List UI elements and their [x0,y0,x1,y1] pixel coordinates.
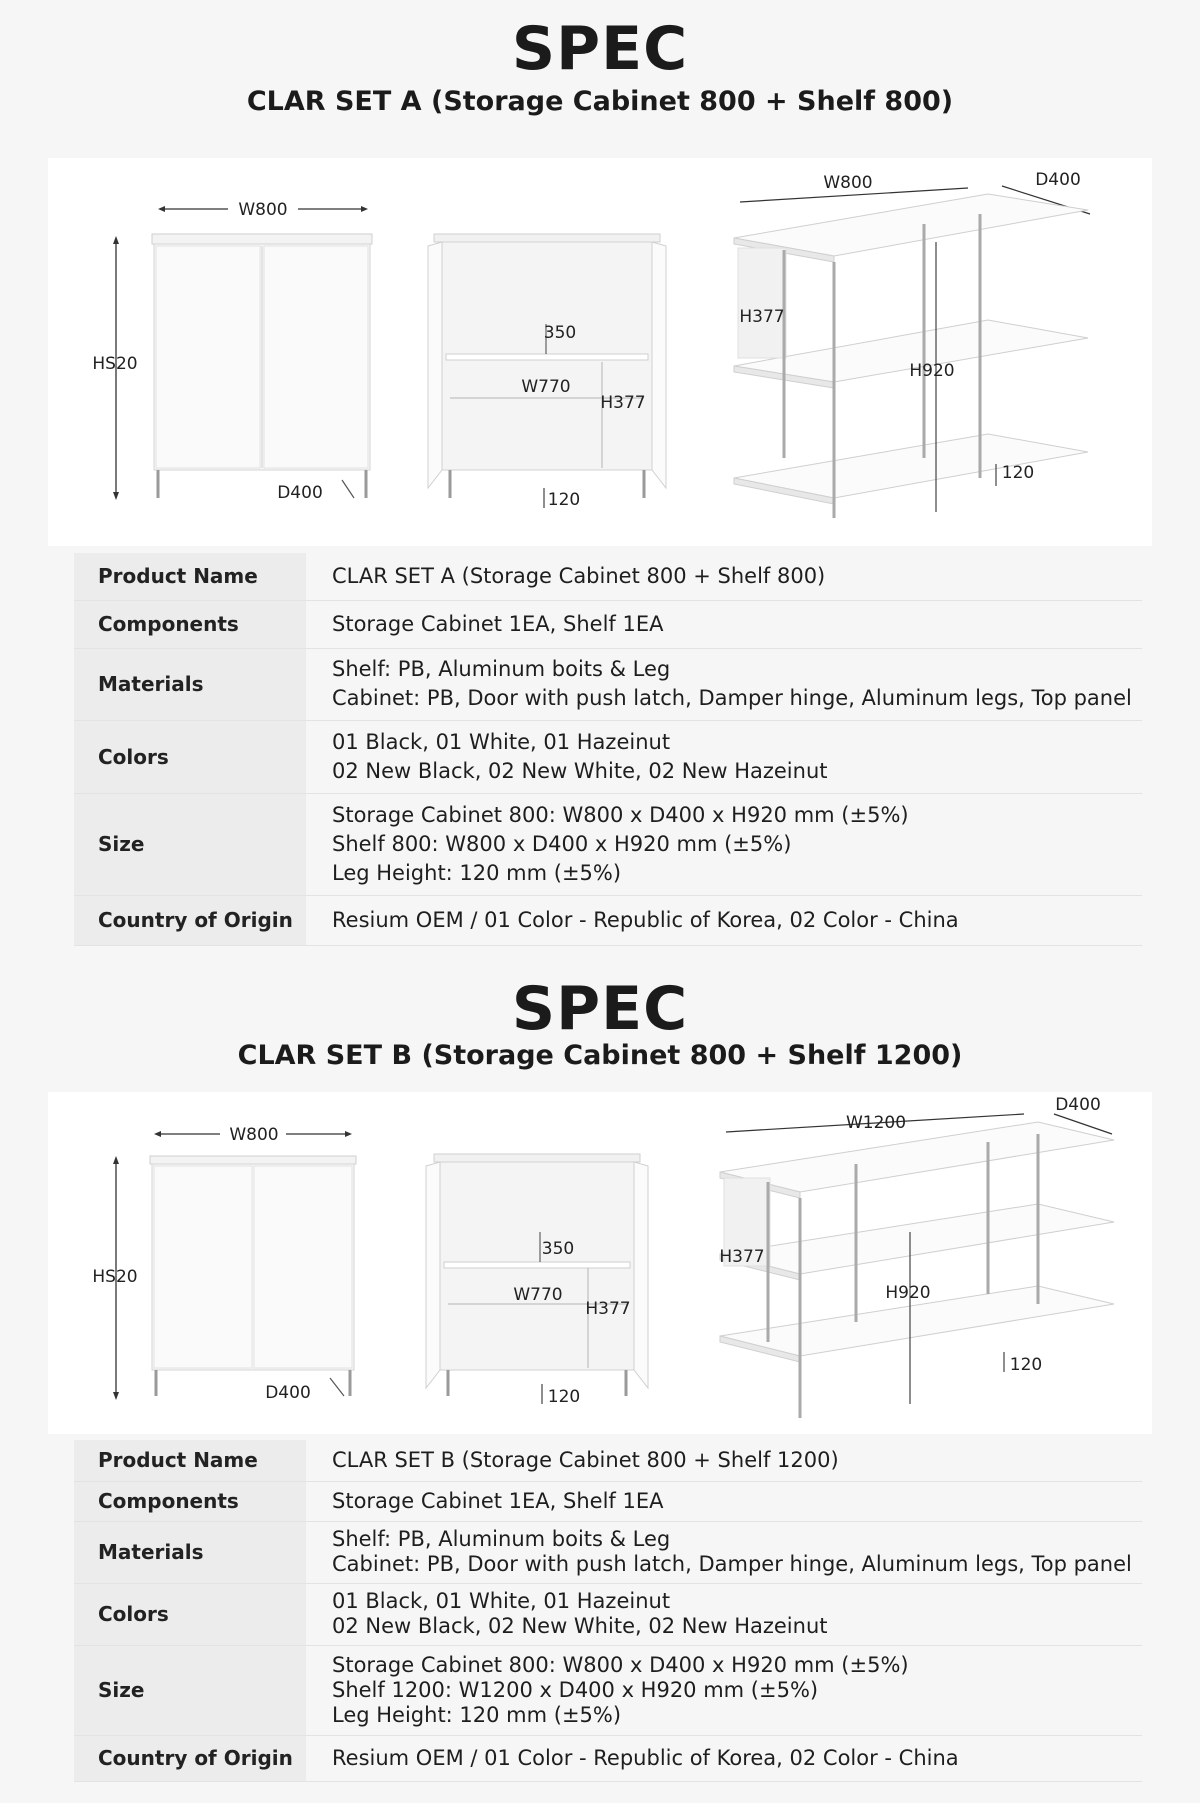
value-line: Storage Cabinet 800: W800 x D400 x H920 mm (±5%) [332,1652,909,1677]
table-row [74,1583,1142,1645]
interior-width-label: W770 [521,377,571,397]
value-line: Leg Height: 120 mm (±5%) [332,1702,622,1727]
open-cabinet-drawing [428,234,666,510]
row-label-materials: Materials [74,1521,306,1583]
shelf-depth-label: D400 [1055,1095,1101,1115]
table-row [74,793,1142,895]
product-drawings [48,158,1152,546]
row-label-country-of-origin: Country of Origin [74,1735,306,1781]
closed-cabinet-drawing [92,1125,356,1403]
table-row [74,1645,1142,1735]
shelf-leg-label: 120 [1009,1355,1043,1375]
open-cabinet-drawing [426,1154,648,1407]
table-row [74,648,1142,720]
interior-leg-label: 120 [547,1387,581,1407]
spec-table [74,553,1142,946]
row-value-country-of-origin [306,895,1142,945]
interior-leg-label: 120 [547,490,581,510]
cabinet-height-label: HS20 [92,354,138,374]
open-shelf-drawing [719,1095,1114,1418]
row-label-size: Size [74,793,306,895]
shelf-height-label: H920 [909,361,955,381]
row-value-product-name [306,1440,1142,1481]
drawings-svg [48,158,1152,546]
subtitle-description: (Storage Cabinet 800 + Shelf 1200) [421,1040,963,1071]
value-line: 01 Black, 01 White, 01 Hazeinut [332,1589,671,1613]
section-subtitle [0,1040,1200,1071]
interior-height-label: H377 [600,393,646,413]
row-value-size [306,1645,1142,1735]
row-value-size [306,793,1142,895]
shelf-width-label: W1200 [845,1113,907,1133]
cabinet-width-label: W800 [229,1125,279,1145]
interior-shelf-gap-label: 350 [543,323,577,343]
row-label-colors: Colors [74,1583,306,1645]
value-line: Storage Cabinet 800: W800 x D400 x H920 mm (±5%) [332,802,909,827]
section-subtitle [0,86,1200,117]
row-label-product-name: Product Name [74,553,306,600]
shelf-height-label: H920 [885,1283,931,1303]
row-label-materials: Materials [74,648,306,720]
shelf-depth-label: D400 [1035,170,1081,190]
row-label-product-name: Product Name [74,1440,306,1481]
cabinet-width-label: W800 [238,200,288,220]
row-value-materials [306,1521,1142,1583]
spec-table [74,1440,1142,1782]
interior-shelf-gap-label: 350 [541,1239,575,1259]
subtitle-set-name: CLAR SET B [237,1040,413,1071]
cabinet-depth-label: D400 [265,1383,311,1403]
row-value-colors [306,720,1142,793]
value-line: Cabinet: PB, Door with push latch, Damper hinge, Aluminum legs, Top panel [332,1552,1132,1576]
value-line: CLAR SET A (Storage Cabinet 800 + Shelf 800) [332,563,826,588]
row-value-country-of-origin [306,1735,1142,1781]
table-row [74,553,1142,600]
subtitle-set-name: CLAR SET A [246,86,422,117]
row-label-components: Components [74,1481,306,1521]
row-value-colors [306,1583,1142,1645]
section-title: SPEC [511,14,689,84]
product-drawings [48,1092,1152,1434]
table-row [74,600,1142,648]
value-line: Cabinet: PB, Door with push latch, Damper hinge, Aluminum legs, Top panel [332,686,1132,710]
closed-cabinet-drawing [92,200,372,503]
open-shelf-drawing [734,170,1090,518]
row-value-components [306,600,1142,648]
table-row [74,1440,1142,1481]
spec-section-b [0,960,1200,1803]
cabinet-height-label: HS20 [92,1267,138,1287]
value-line: Leg Height: 120 mm (±5%) [332,860,622,885]
shelf-tier-label: H377 [719,1247,765,1267]
value-line: Resium OEM / 01 Color - Republic of Korea, 02 Color - China [332,1745,959,1770]
row-value-product-name [306,553,1142,600]
table-row [74,1735,1142,1781]
table-row [74,1521,1142,1583]
value-line: Shelf: PB, Aluminum boits & Leg [332,1527,671,1551]
row-value-materials [306,648,1142,720]
drawings-svg [48,1092,1152,1434]
value-line: 02 New Black, 02 New White, 02 New Hazeinut [332,1614,828,1638]
value-line: Resium OEM / 01 Color - Republic of Korea, 02 Color - China [332,907,959,932]
shelf-tier-label: H377 [739,307,785,327]
value-line: Shelf: PB, Aluminum boits & Leg [332,657,671,681]
shelf-leg-label: 120 [1001,463,1035,483]
row-label-country-of-origin: Country of Origin [74,895,306,945]
value-line: Storage Cabinet 1EA, Shelf 1EA [332,611,664,636]
row-label-colors: Colors [74,720,306,793]
value-line: Shelf 1200: W1200 x D400 x H920 mm (±5%) [332,1677,819,1702]
row-label-components: Components [74,600,306,648]
value-line: Storage Cabinet 1EA, Shelf 1EA [332,1488,664,1513]
table-row [74,720,1142,793]
table-row [74,895,1142,945]
cabinet-depth-label: D400 [277,483,323,503]
row-label-size: Size [74,1645,306,1735]
interior-width-label: W770 [513,1285,563,1305]
value-line: 01 Black, 01 White, 01 Hazeinut [332,729,671,754]
table-row [74,1481,1142,1521]
value-line: Shelf 800: W800 x D400 x H920 mm (±5%) [332,831,792,856]
value-line: 02 New Black, 02 New White, 02 New Hazeinut [332,758,828,783]
value-line: CLAR SET B (Storage Cabinet 800 + Shelf 1200) [332,1447,839,1472]
row-value-components [306,1481,1142,1521]
interior-height-label: H377 [585,1299,631,1319]
subtitle-description: (Storage Cabinet 800 + Shelf 800) [430,86,954,117]
section-title: SPEC [511,974,689,1044]
shelf-width-label: W800 [823,173,873,193]
